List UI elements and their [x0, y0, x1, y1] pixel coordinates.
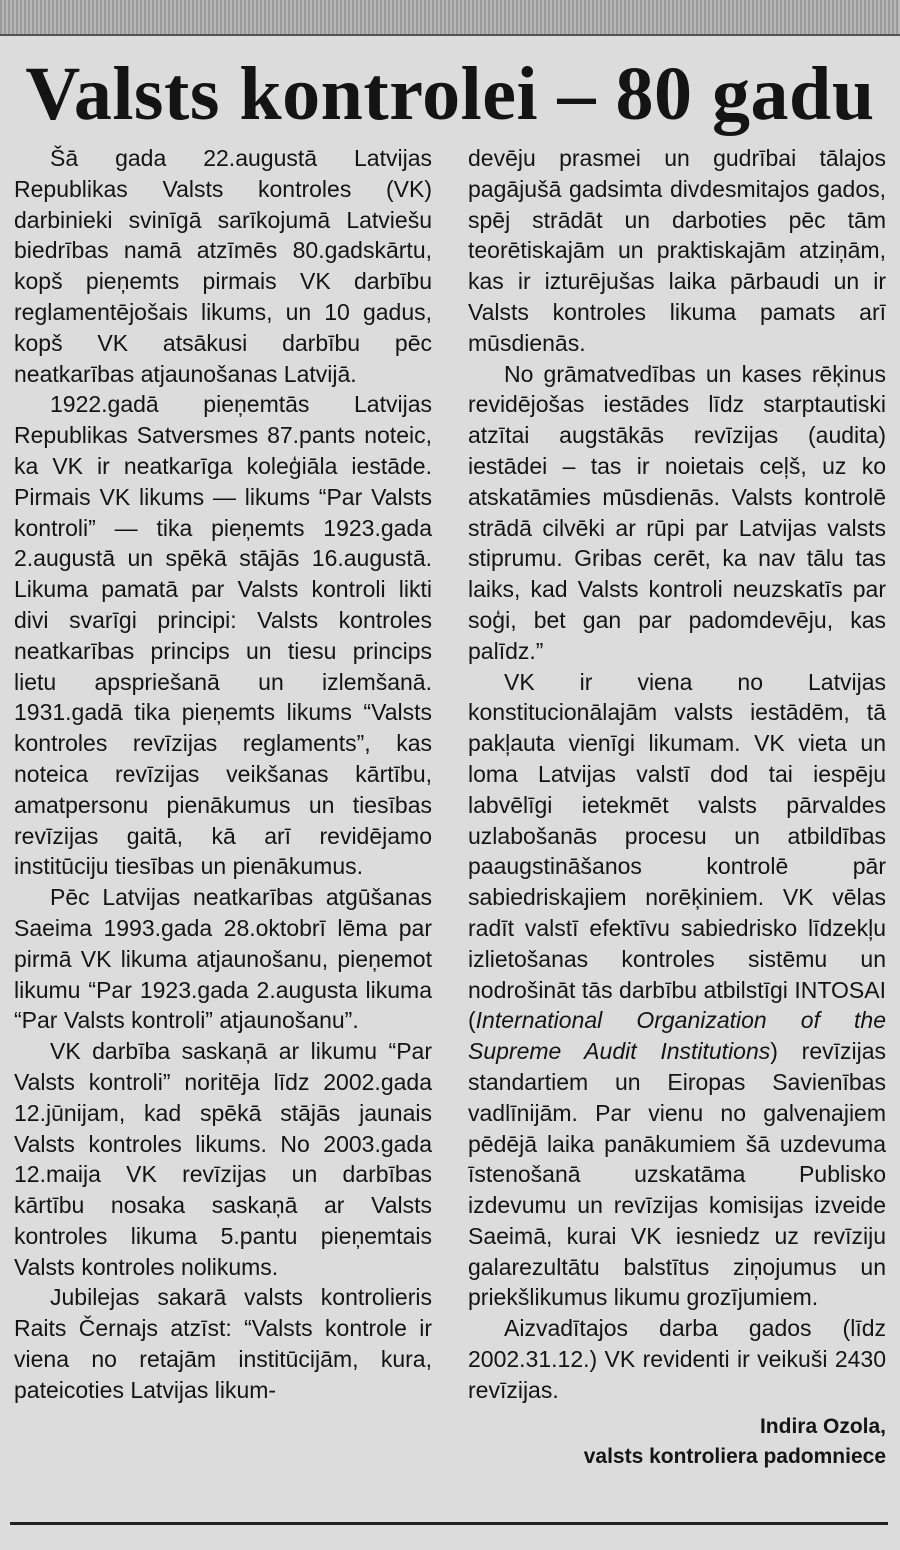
- author-title: valsts kontroliera padomniece: [583, 1444, 886, 1468]
- paragraph: VK darbība saskaņā ar likumu “Par Valsts kontroli” noritēja līdz 2002.gada 12.jūnijam, kad spēkā stājās jaunais Valsts kontroles likums. No 2003.gada 12.maija VK revīzijas un darbības kārtību nosaka saskaņā ar Valsts kontroles likuma 5.pantu pieņemtais Valsts kontroles nolikums.: [14, 1038, 432, 1280]
- paragraph: Šā gada 22.augustā Latvijas Republikas Valsts kontroles (VK) darbinieki svinīgā sarīkojumā Latviešu biedrības namā atzīmēs 80.gadskārtu, kopš pieņemts pirmais VK darbību reglamentējošais likums, un 10 gadus, kopš VK atsākusi darbību pēc neatkarības atjaunošanas Latvijā.: [14, 145, 432, 387]
- previous-article-strip: [0, 0, 900, 36]
- article-column-left: [14, 143, 432, 1406]
- paragraph-text: ) revīzijas standartiem un Eiropas Savienības vadlīnijām. Par vienu no galvenajiem pēdējā laika panākumiem šā uzdevuma īstenošanā uzskatāma Publisko izdevumu un revīzijas komisijas izveide Saeimā, kurai VK iesniedz uz revīziju galarezultātu balstītus ziņojumus un priekšlikumus likumu grozījumiem.: [468, 1038, 887, 1311]
- article-column-right: [468, 143, 886, 1472]
- paragraph-continuation: devēju prasmei un gudrībai tālajos pagājušā gadsimta divdesmitajos gados, spēj strādāt un darboties pēc tām teorētiskajām un praktiskajām atziņām, kas ir izturējušas laika pārbaudi un ir Valsts kontroles likuma pamats arī mūsdienās.: [468, 145, 886, 356]
- italic-organization-name: International Organization of the Supreme Audit Institutions: [468, 1007, 886, 1065]
- author-name: Indira Ozola,: [759, 1414, 886, 1438]
- bottom-rule: [10, 1522, 888, 1525]
- author-signature: [468, 1412, 886, 1472]
- paragraph: Aizvadītajos darba gados (līdz 2002.31.12.) VK revidenti ir veikuši 2430 revīzijas.: [468, 1315, 886, 1403]
- paragraph: 1922.gadā pieņemtās Latvijas Republikas Satversmes 87.pants noteic, ka VK ir neatkarīga koleģiāla iestāde. Pirmais VK likums — likums “Par Valsts kontroli” — tika pieņemts 1923.gada 2.augustā un spēkā stājās 16.augustā. Likuma pamatā par Valsts kontroli likti divi svarīgi principi: Valsts kontroles neatkarības princips un tiesu princips lietu apspriešanā un izlemšanā. 1931.gadā tika pieņemts likums “Valsts kontroles revīzijas reglaments”, kas noteica revīzijas veikšanas kārtību, amatpersonu pienākumus un tiesības revīzijas gaitā, kā arī revidējamo institūciju tiesības un pienākumus.: [14, 391, 432, 880]
- article-headline: Valsts kontrolei – 80 gadu: [25, 52, 875, 136]
- paragraph: Jubilejas sakarā valsts kontrolieris Raits Černajs atzīst: “Valsts kontrole ir viena no retajām institūcijām, kura, pateicoties Latvijas likum-: [14, 1284, 432, 1403]
- paragraph: [468, 667, 886, 1314]
- paragraph: Pēc Latvijas neatkarības atgūšanas Saeima 1993.gada 28.oktobrī lēma par pirmā VK likuma atjaunošanu, pieņemot likumu “Par 1923.gada 2.augusta likuma “Par Valsts kontroli” atjaunošanu”.: [14, 884, 432, 1034]
- paragraph-text: VK ir viena no Latvijas konstitucionālajām valsts iestādēm, tā pakļauta vienīgi likumam. VK vieta un loma Latvijas valstī dod tai iespēju labvēlīgi ietekmēt valsts pārvaldes uzlabošanās procesu un atbildības paaugstināšanos kontrolē pār sabiedriskajiem norēķiniem. VK vēlas radīt valstī efektīvu sabiedrisko līdzekļu izlietošanas kontroles sistēmu un nodrošināt tās darbību atbilstīgi INTOSAI (: [468, 668, 886, 1034]
- paragraph: No grāmatvedības un kases rēķinus revidējošas iestādes līdz starptautiski atzītai augstākās revīzijas (audita) iestādei – tas ir noietais ceļš, uz ko atskatāmies mūsdienās. Valsts kontrolē strādā cilvēki ar rūpi par Latvijas valsts stiprumu. Gribas cerēt, ka nav tālu tas laiks, kad Valsts kontroli neuzskatīs par soģi, bet gan par padomdevēju, kas palīdz.”: [468, 360, 886, 664]
